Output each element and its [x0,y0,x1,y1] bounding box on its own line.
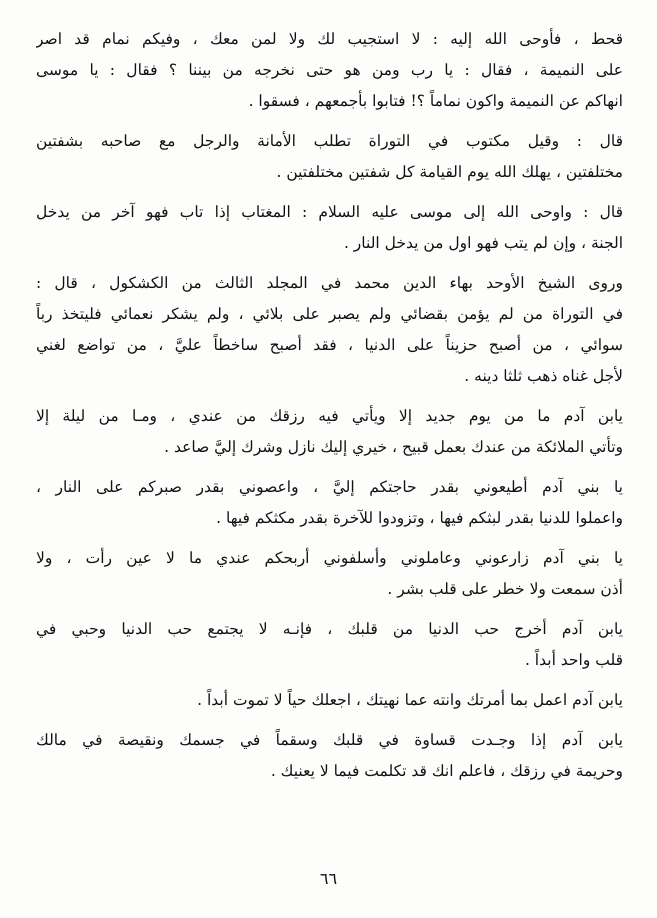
paragraph-7 [36,543,623,605]
page-number: ٦٦ [319,869,338,888]
text-line: قال : وقيل مكتوب في التوراة تطلب الأمانة والرجل مع صاحبه بشفتين [36,132,623,150]
text-line: يا بني آدم زارعوني وعاملوني وأسلفوني أربحكم عندي ما لا عين رأت ، ولا [36,549,623,567]
paragraph-1 [36,24,623,117]
text-line: لأجل غناه ذهب ثلثا دينه . [464,367,623,385]
text-line: وروى الشيخ الأوحد بهاء الدين محمد في المجلد الثالث من الكشكول ، قال : [36,274,623,292]
paragraph-8 [36,614,623,676]
text-line: يا بني آدم أطيعوني بقدر حاجتكم إليَّ ، واعصوني بقدر صبركم على النار ، [36,478,623,496]
text-line: يابن آدم اعمل بما أمرتك وانته عما نهيتك ، اجعلك حياً لا تموت أبداً . [197,691,623,709]
text-line: يابن آدم إذا وجـدت قساوة في قلبك وسقماً في جسمك ونقيصة في مالك [36,731,623,749]
text-line: على النميمة ، فقال : يا رب ومن هو حتى نخرجه من بيننا ؟ فقال : يا موسى [36,61,623,79]
text-line: انهاكم عن النميمة واكون نماماً ؟! فتابوا بأجمعهم ، فسقوا . [248,92,623,110]
text-line: واعملوا للدنيا بقدر لبثكم فيها ، وتزودوا للآخرة بقدر مكثكم فيها . [216,509,623,527]
text-line: قلب واحد أبداً . [524,651,623,669]
text-line: أذن سمعت ولا خطر على قلب بشر . [387,580,623,598]
text-line: وحريمة في رزقك ، فاعلم انك قد تكلمت فيما لا يعنيك . [270,762,623,780]
text-line: قحط ، فأوحى الله إليه : لا استجيب لك ولا لمن معك ، وفيكم نمام قد اصر [36,30,623,48]
text-line: في التوراة من لم يؤمن بقضائي ولم يصبر على بلائي ، ولم يشكر نعمائي فليتخذ رباً [36,305,623,323]
text-line: يابن آدم أخرج حب الدنيا من قلبك ، فإنـه لا يجتمع حب الدنيا وحبي في [36,620,623,638]
paragraph-3 [36,197,623,259]
text-line: مختلفتين ، يهلك الله يوم القيامة كل شفتين مختلفتين . [276,163,623,181]
text-line: سوائي ، من أصبح حزيناً على الدنيا ، فقد أصبح ساخطاً عليَّ ، من تواضع لغني [36,336,623,354]
paragraph-9 [36,685,623,716]
paragraph-6 [36,472,623,534]
paragraph-4 [36,268,623,392]
text-line: يابن آدم ما من يوم جديد إلا ويأتي فيه رزقك من عندي ، ومـا من ليلة إلا [36,407,623,425]
paragraph-10 [36,725,623,787]
text-line: وتأتي الملائكة من عندك بعمل قبيح ، خيري إليك نازل وشرك إليَّ صاعد . [164,438,623,456]
paragraph-2 [36,126,623,188]
page-body [36,24,623,787]
text-line: قال : واوحى الله إلى موسى عليه السلام : المغتاب إذا تاب فهو آخر من يدخل [36,203,623,221]
paragraph-5 [36,401,623,463]
text-line: الجنة ، وإن لم يتب فهو اول من يدخل النار . [343,234,623,252]
